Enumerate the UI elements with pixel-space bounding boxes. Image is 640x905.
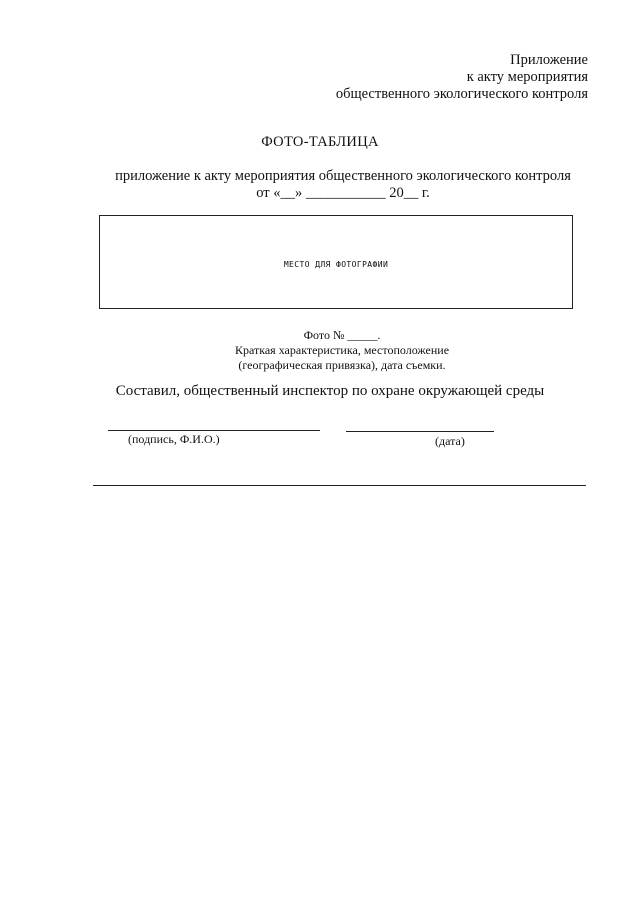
- document-title: ФОТО-ТАБЛИЦА: [261, 134, 379, 150]
- subtitle-date-line: от «__» ___________ 20__ г.: [256, 185, 430, 201]
- photo-number: Фото № _____.: [303, 328, 381, 342]
- date-line: [346, 431, 494, 432]
- appendix-header-line-1: Приложение: [510, 52, 588, 68]
- appendix-header-line-3: общественного экологического контроля: [335, 86, 588, 102]
- photo-description-line-1: Краткая характеристика, местоположение: [234, 343, 450, 357]
- subtitle-line-1: приложение к акту мероприятия общественного экологического контроля: [115, 168, 571, 184]
- photo-placeholder-box: [99, 215, 573, 309]
- photo-info: [0, 328, 640, 373]
- signature-caption: (подпись, Ф.И.О.): [128, 432, 220, 446]
- document-subtitle: [0, 168, 640, 202]
- appendix-header-line-2: к акту мероприятия: [466, 69, 588, 85]
- bottom-divider: [93, 485, 586, 486]
- compiled-by-line: Составил, общественный инспектор по охране окружающей среды: [115, 383, 545, 399]
- appendix-header: [336, 52, 588, 103]
- photo-placeholder-label: МЕСТО ДЛЯ ФОТОГРАФИИ: [283, 260, 389, 269]
- photo-description-line-2: (географическая привязка), дата съемки.: [238, 358, 446, 372]
- signature-line: [108, 430, 320, 431]
- date-caption: (дата): [435, 434, 465, 448]
